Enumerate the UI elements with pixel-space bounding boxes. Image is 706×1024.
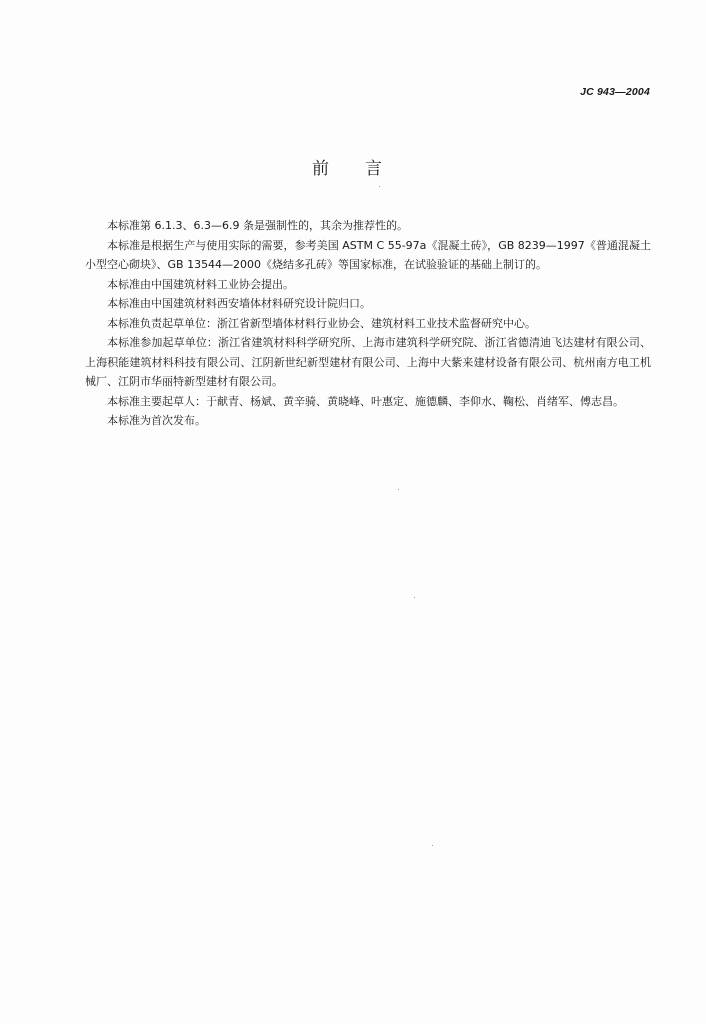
paragraph-responsible-drafter: 本标准负责起草单位：浙江省新型墙体材料行业协会、建筑材料工业技术监督研究中心。 xyxy=(107,316,536,330)
preface-body xyxy=(85,216,651,431)
page-title: 前言 xyxy=(312,159,418,179)
scan-speck xyxy=(398,489,399,490)
paragraph-participating-drafters: 本标准参加起草单位：浙江省建筑材料科学研究所、上海市建筑科学研究院、浙江省德清迪飞达建材有限公司、上海积能建筑材料科技有限公司、江阴新世纪新型建材有限公司、上海中大紫来建材设备有限公司、杭州南方电工机械厂、江阴市华丽特新型建材有限公司。 xyxy=(85,336,651,388)
scan-speck xyxy=(379,186,380,187)
paragraph-proposed-by: 本标准由中国建筑材料工业协会提出。 xyxy=(107,277,294,291)
paragraph-basis: 本标准是根据生产与使用实际的需要，参考美国 ASTM C 55-97a《混凝土砖》，GB 8239—1997《普通混凝土小型空心砌块》、GB 13544—2000《烧结多孔砖》等国家标准，在试验验证的基础上制订的。 xyxy=(85,238,651,271)
paragraph-first-issue: 本标准为首次发布。 xyxy=(107,414,206,427)
paragraph-mandatory-clauses: 本标准第 6.1.3、6.3—6.9 条是强制性的，其余为推荐性的。 xyxy=(107,219,408,232)
scan-speck xyxy=(432,845,433,846)
paragraph-main-drafters: 本标准主要起草人：于献青、杨斌、黄辛骑、黄晓峰、叶惠定、施德麟、李仰水、鞠松、肖绪军、傅志昌。 xyxy=(107,394,624,408)
paragraph-centralized-by: 本标准由中国建筑材料西安墙体材料研究设计院归口。 xyxy=(107,297,371,310)
standard-code: JC 943—2004 xyxy=(580,86,650,98)
scan-speck xyxy=(414,597,415,598)
